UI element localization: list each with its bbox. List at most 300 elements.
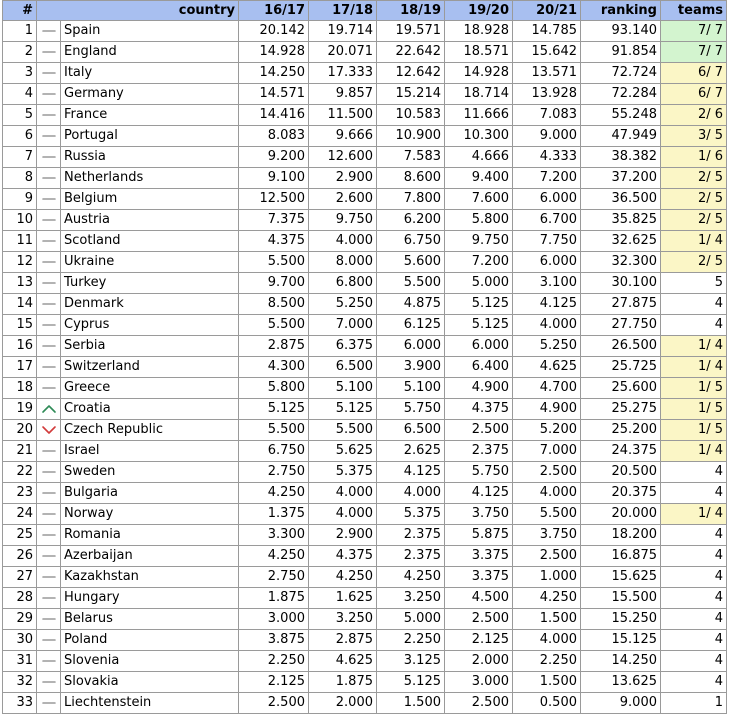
ranking-cell: 37.200 bbox=[581, 168, 661, 189]
season-20-21-cell: 2.500 bbox=[513, 546, 581, 567]
season-17-18-cell: 4.000 bbox=[309, 504, 377, 525]
rank-cell: 26 bbox=[3, 546, 37, 567]
trend-unchanged-icon bbox=[41, 46, 57, 58]
season-18-19-cell: 5.100 bbox=[377, 378, 445, 399]
season-19-20-cell: 2.500 bbox=[445, 609, 513, 630]
table-row[interactable] bbox=[3, 441, 727, 462]
season-16-17-cell: 9.100 bbox=[239, 168, 309, 189]
table-row[interactable] bbox=[3, 315, 727, 336]
season-16-17-cell: 8.500 bbox=[239, 294, 309, 315]
season-19-20-cell: 3.375 bbox=[445, 567, 513, 588]
table-row[interactable] bbox=[3, 231, 727, 252]
season-18-19-cell: 5.375 bbox=[377, 504, 445, 525]
season-20-21-cell: 2.250 bbox=[513, 651, 581, 672]
header-country[interactable]: country bbox=[37, 1, 239, 21]
season-17-18-cell: 4.250 bbox=[309, 567, 377, 588]
rank-cell: 27 bbox=[3, 567, 37, 588]
season-20-21-cell: 4.000 bbox=[513, 315, 581, 336]
country-cell: Denmark bbox=[61, 294, 239, 315]
table-row[interactable] bbox=[3, 651, 727, 672]
season-16-17-cell: 3.300 bbox=[239, 525, 309, 546]
season-19-20-cell: 10.300 bbox=[445, 126, 513, 147]
season-16-17-cell: 4.375 bbox=[239, 231, 309, 252]
trend-unchanged-icon bbox=[41, 109, 57, 121]
teams-cell: 2/ 5 bbox=[661, 168, 727, 189]
header-season-20-21[interactable]: 20/21 bbox=[513, 1, 581, 21]
rank-cell: 6 bbox=[3, 126, 37, 147]
season-16-17-cell: 5.500 bbox=[239, 315, 309, 336]
season-18-19-cell: 6.500 bbox=[377, 420, 445, 441]
season-19-20-cell: 9.400 bbox=[445, 168, 513, 189]
trend-down-icon bbox=[41, 424, 57, 436]
season-18-19-cell: 4.875 bbox=[377, 294, 445, 315]
table-row[interactable] bbox=[3, 42, 727, 63]
season-18-19-cell: 4.125 bbox=[377, 462, 445, 483]
teams-cell: 2/ 5 bbox=[661, 189, 727, 210]
ranking-cell: 27.750 bbox=[581, 315, 661, 336]
teams-cell: 4 bbox=[661, 462, 727, 483]
season-17-18-cell: 2.900 bbox=[309, 168, 377, 189]
season-16-17-cell: 5.500 bbox=[239, 252, 309, 273]
season-19-20-cell: 18.571 bbox=[445, 42, 513, 63]
ranking-cell: 20.375 bbox=[581, 483, 661, 504]
table-row[interactable] bbox=[3, 630, 727, 651]
season-20-21-cell: 2.500 bbox=[513, 462, 581, 483]
season-18-19-cell: 1.500 bbox=[377, 693, 445, 714]
season-17-18-cell: 1.625 bbox=[309, 588, 377, 609]
teams-cell: 4 bbox=[661, 546, 727, 567]
rank-cell: 22 bbox=[3, 462, 37, 483]
trend-cell bbox=[37, 105, 61, 126]
trend-unchanged-icon bbox=[41, 193, 57, 205]
season-19-20-cell: 2.125 bbox=[445, 630, 513, 651]
header-ranking[interactable]: ranking bbox=[581, 1, 661, 21]
teams-cell: 4 bbox=[661, 315, 727, 336]
teams-cell: 4 bbox=[661, 630, 727, 651]
trend-cell bbox=[37, 504, 61, 525]
ranking-cell: 27.875 bbox=[581, 294, 661, 315]
season-19-20-cell: 5.875 bbox=[445, 525, 513, 546]
season-18-19-cell: 7.583 bbox=[377, 147, 445, 168]
trend-cell bbox=[37, 126, 61, 147]
table-row[interactable] bbox=[3, 567, 727, 588]
season-20-21-cell: 0.500 bbox=[513, 693, 581, 714]
country-cell: Azerbaijan bbox=[61, 546, 239, 567]
season-20-21-cell: 1.000 bbox=[513, 567, 581, 588]
trend-cell bbox=[37, 525, 61, 546]
table-row[interactable] bbox=[3, 546, 727, 567]
trend-unchanged-icon bbox=[41, 172, 57, 184]
header-season-17-18[interactable]: 17/18 bbox=[309, 1, 377, 21]
header-season-16-17[interactable]: 16/17 bbox=[239, 1, 309, 21]
ranking-cell: 30.100 bbox=[581, 273, 661, 294]
table-row[interactable] bbox=[3, 357, 727, 378]
rank-cell: 20 bbox=[3, 420, 37, 441]
ranking-cell: 26.500 bbox=[581, 336, 661, 357]
season-20-21-cell: 6.700 bbox=[513, 210, 581, 231]
table-row[interactable] bbox=[3, 189, 727, 210]
trend-unchanged-icon bbox=[41, 151, 57, 163]
season-17-18-cell: 2.900 bbox=[309, 525, 377, 546]
season-16-17-cell: 14.250 bbox=[239, 63, 309, 84]
ranking-cell: 72.724 bbox=[581, 63, 661, 84]
season-18-19-cell: 2.375 bbox=[377, 546, 445, 567]
country-cell: Romania bbox=[61, 525, 239, 546]
season-18-19-cell: 2.250 bbox=[377, 630, 445, 651]
teams-cell: 4 bbox=[661, 525, 727, 546]
season-19-20-cell: 5.800 bbox=[445, 210, 513, 231]
trend-cell bbox=[37, 441, 61, 462]
season-17-18-cell: 4.625 bbox=[309, 651, 377, 672]
trend-unchanged-icon bbox=[41, 487, 57, 499]
trend-cell bbox=[37, 168, 61, 189]
ranking-cell: 47.949 bbox=[581, 126, 661, 147]
season-16-17-cell: 5.800 bbox=[239, 378, 309, 399]
country-cell: Czech Republic bbox=[61, 420, 239, 441]
teams-cell: 4 bbox=[661, 567, 727, 588]
teams-cell: 4 bbox=[661, 588, 727, 609]
season-20-21-cell: 4.625 bbox=[513, 357, 581, 378]
season-19-20-cell: 5.750 bbox=[445, 462, 513, 483]
rank-cell: 12 bbox=[3, 252, 37, 273]
season-18-19-cell: 6.125 bbox=[377, 315, 445, 336]
season-17-18-cell: 2.875 bbox=[309, 630, 377, 651]
season-19-20-cell: 6.400 bbox=[445, 357, 513, 378]
rank-cell: 11 bbox=[3, 231, 37, 252]
table-row[interactable] bbox=[3, 210, 727, 231]
ranking-cell: 25.275 bbox=[581, 399, 661, 420]
ranking-cell: 15.125 bbox=[581, 630, 661, 651]
trend-cell bbox=[37, 399, 61, 420]
season-20-21-cell: 4.900 bbox=[513, 399, 581, 420]
trend-cell bbox=[37, 588, 61, 609]
season-17-18-cell: 19.714 bbox=[309, 21, 377, 42]
country-cell: Israel bbox=[61, 441, 239, 462]
season-19-20-cell: 4.666 bbox=[445, 147, 513, 168]
season-17-18-cell: 17.333 bbox=[309, 63, 377, 84]
trend-unchanged-icon bbox=[41, 655, 57, 667]
teams-cell: 4 bbox=[661, 609, 727, 630]
table-row[interactable] bbox=[3, 420, 727, 441]
teams-cell: 4 bbox=[661, 294, 727, 315]
rank-cell: 33 bbox=[3, 693, 37, 714]
season-17-18-cell: 5.500 bbox=[309, 420, 377, 441]
teams-cell: 3/ 5 bbox=[661, 126, 727, 147]
season-20-21-cell: 15.642 bbox=[513, 42, 581, 63]
trend-unchanged-icon bbox=[41, 613, 57, 625]
season-19-20-cell: 7.200 bbox=[445, 252, 513, 273]
season-17-18-cell: 11.500 bbox=[309, 105, 377, 126]
season-17-18-cell: 4.000 bbox=[309, 231, 377, 252]
table-row[interactable] bbox=[3, 336, 727, 357]
trend-unchanged-icon bbox=[41, 571, 57, 583]
country-cell: Spain bbox=[61, 21, 239, 42]
teams-cell: 4 bbox=[661, 672, 727, 693]
season-16-17-cell: 6.750 bbox=[239, 441, 309, 462]
season-20-21-cell: 4.125 bbox=[513, 294, 581, 315]
season-19-20-cell: 2.500 bbox=[445, 693, 513, 714]
trend-unchanged-icon bbox=[41, 466, 57, 478]
season-20-21-cell: 9.000 bbox=[513, 126, 581, 147]
season-20-21-cell: 7.750 bbox=[513, 231, 581, 252]
season-16-17-cell: 20.142 bbox=[239, 21, 309, 42]
trend-cell bbox=[37, 546, 61, 567]
season-16-17-cell: 8.083 bbox=[239, 126, 309, 147]
teams-cell: 6/ 7 bbox=[661, 84, 727, 105]
table-row[interactable] bbox=[3, 462, 727, 483]
season-20-21-cell: 13.928 bbox=[513, 84, 581, 105]
rank-cell: 14 bbox=[3, 294, 37, 315]
country-cell: Greece bbox=[61, 378, 239, 399]
season-16-17-cell: 5.125 bbox=[239, 399, 309, 420]
table-row[interactable] bbox=[3, 126, 727, 147]
ranking-cell: 36.500 bbox=[581, 189, 661, 210]
trend-unchanged-icon bbox=[41, 634, 57, 646]
teams-cell: 7/ 7 bbox=[661, 42, 727, 63]
season-19-20-cell: 4.125 bbox=[445, 483, 513, 504]
ranking-cell: 15.500 bbox=[581, 588, 661, 609]
trend-unchanged-icon bbox=[41, 319, 57, 331]
rank-cell: 30 bbox=[3, 630, 37, 651]
season-19-20-cell: 2.375 bbox=[445, 441, 513, 462]
table-row[interactable] bbox=[3, 252, 727, 273]
country-cell: Hungary bbox=[61, 588, 239, 609]
rank-cell: 9 bbox=[3, 189, 37, 210]
season-19-20-cell: 3.750 bbox=[445, 504, 513, 525]
table-row[interactable] bbox=[3, 105, 727, 126]
table-row[interactable] bbox=[3, 63, 727, 84]
table-row[interactable] bbox=[3, 21, 727, 42]
country-cell: Cyprus bbox=[61, 315, 239, 336]
season-16-17-cell: 2.750 bbox=[239, 462, 309, 483]
season-17-18-cell: 8.000 bbox=[309, 252, 377, 273]
trend-cell bbox=[37, 21, 61, 42]
trend-unchanged-icon bbox=[41, 67, 57, 79]
trend-unchanged-icon bbox=[41, 382, 57, 394]
season-16-17-cell: 4.250 bbox=[239, 546, 309, 567]
table-row[interactable] bbox=[3, 609, 727, 630]
season-20-21-cell: 4.000 bbox=[513, 630, 581, 651]
rank-cell: 28 bbox=[3, 588, 37, 609]
ranking-cell: 35.825 bbox=[581, 210, 661, 231]
table-row[interactable] bbox=[3, 147, 727, 168]
season-16-17-cell: 2.500 bbox=[239, 693, 309, 714]
trend-up-icon bbox=[41, 403, 57, 415]
rank-cell: 25 bbox=[3, 525, 37, 546]
season-19-20-cell: 5.125 bbox=[445, 294, 513, 315]
season-17-18-cell: 12.600 bbox=[309, 147, 377, 168]
season-18-19-cell: 5.500 bbox=[377, 273, 445, 294]
season-17-18-cell: 5.375 bbox=[309, 462, 377, 483]
teams-cell: 1/ 5 bbox=[661, 399, 727, 420]
season-18-19-cell: 5.125 bbox=[377, 672, 445, 693]
trend-cell bbox=[37, 693, 61, 714]
table-row[interactable] bbox=[3, 168, 727, 189]
trend-cell bbox=[37, 462, 61, 483]
rank-cell: 24 bbox=[3, 504, 37, 525]
rank-cell: 17 bbox=[3, 357, 37, 378]
season-20-21-cell: 7.083 bbox=[513, 105, 581, 126]
country-cell: Belgium bbox=[61, 189, 239, 210]
country-cell: Poland bbox=[61, 630, 239, 651]
trend-cell bbox=[37, 483, 61, 504]
rank-cell: 32 bbox=[3, 672, 37, 693]
season-18-19-cell: 3.900 bbox=[377, 357, 445, 378]
trend-unchanged-icon bbox=[41, 298, 57, 310]
season-19-20-cell: 5.000 bbox=[445, 273, 513, 294]
trend-unchanged-icon bbox=[41, 529, 57, 541]
table-row[interactable] bbox=[3, 273, 727, 294]
ranking-cell: 15.625 bbox=[581, 567, 661, 588]
season-16-17-cell: 4.250 bbox=[239, 483, 309, 504]
trend-unchanged-icon bbox=[41, 697, 57, 709]
country-cell: Belarus bbox=[61, 609, 239, 630]
teams-cell: 1/ 4 bbox=[661, 336, 727, 357]
trend-cell bbox=[37, 357, 61, 378]
teams-cell: 1/ 5 bbox=[661, 378, 727, 399]
rank-cell: 19 bbox=[3, 399, 37, 420]
season-18-19-cell: 6.200 bbox=[377, 210, 445, 231]
season-17-18-cell: 20.071 bbox=[309, 42, 377, 63]
country-cell: France bbox=[61, 105, 239, 126]
rank-cell: 13 bbox=[3, 273, 37, 294]
country-cell: Slovenia bbox=[61, 651, 239, 672]
trend-unchanged-icon bbox=[41, 214, 57, 226]
season-18-19-cell: 2.375 bbox=[377, 525, 445, 546]
season-20-21-cell: 5.200 bbox=[513, 420, 581, 441]
trend-cell bbox=[37, 567, 61, 588]
table-row[interactable] bbox=[3, 693, 727, 714]
table-row[interactable] bbox=[3, 504, 727, 525]
trend-unchanged-icon bbox=[41, 361, 57, 373]
ranking-cell: 91.854 bbox=[581, 42, 661, 63]
trend-unchanged-icon bbox=[41, 550, 57, 562]
table-row[interactable] bbox=[3, 483, 727, 504]
country-ranking-table bbox=[2, 0, 727, 714]
ranking-cell: 38.382 bbox=[581, 147, 661, 168]
season-19-20-cell: 18.928 bbox=[445, 21, 513, 42]
season-16-17-cell: 2.125 bbox=[239, 672, 309, 693]
trend-cell bbox=[37, 378, 61, 399]
country-cell: Liechtenstein bbox=[61, 693, 239, 714]
trend-unchanged-icon bbox=[41, 88, 57, 100]
season-20-21-cell: 4.250 bbox=[513, 588, 581, 609]
season-17-18-cell: 2.000 bbox=[309, 693, 377, 714]
season-18-19-cell: 5.600 bbox=[377, 252, 445, 273]
season-16-17-cell: 5.500 bbox=[239, 420, 309, 441]
season-20-21-cell: 6.000 bbox=[513, 189, 581, 210]
season-20-21-cell: 14.785 bbox=[513, 21, 581, 42]
season-20-21-cell: 1.500 bbox=[513, 609, 581, 630]
ranking-cell: 72.284 bbox=[581, 84, 661, 105]
season-18-19-cell: 4.000 bbox=[377, 483, 445, 504]
country-cell: Portugal bbox=[61, 126, 239, 147]
rank-cell: 7 bbox=[3, 147, 37, 168]
teams-cell: 4 bbox=[661, 651, 727, 672]
season-17-18-cell: 4.000 bbox=[309, 483, 377, 504]
season-16-17-cell: 1.875 bbox=[239, 588, 309, 609]
trend-cell bbox=[37, 294, 61, 315]
country-cell: Austria bbox=[61, 210, 239, 231]
season-17-18-cell: 3.250 bbox=[309, 609, 377, 630]
ranking-cell: 9.000 bbox=[581, 693, 661, 714]
header-season-19-20[interactable]: 19/20 bbox=[445, 1, 513, 21]
trend-cell bbox=[37, 147, 61, 168]
header-season-18-19[interactable]: 18/19 bbox=[377, 1, 445, 21]
season-17-18-cell: 1.875 bbox=[309, 672, 377, 693]
season-20-21-cell: 7.200 bbox=[513, 168, 581, 189]
table-row[interactable] bbox=[3, 672, 727, 693]
trend-cell bbox=[37, 672, 61, 693]
table-row[interactable] bbox=[3, 84, 727, 105]
season-18-19-cell: 6.000 bbox=[377, 336, 445, 357]
country-cell: Germany bbox=[61, 84, 239, 105]
table-row[interactable] bbox=[3, 399, 727, 420]
season-18-19-cell: 10.583 bbox=[377, 105, 445, 126]
trend-unchanged-icon bbox=[41, 25, 57, 37]
trend-cell bbox=[37, 630, 61, 651]
season-19-20-cell: 4.900 bbox=[445, 378, 513, 399]
trend-unchanged-icon bbox=[41, 592, 57, 604]
header-rank[interactable]: # bbox=[3, 1, 37, 21]
teams-cell: 1/ 5 bbox=[661, 420, 727, 441]
trend-unchanged-icon bbox=[41, 340, 57, 352]
teams-cell: 1/ 4 bbox=[661, 441, 727, 462]
trend-unchanged-icon bbox=[41, 676, 57, 688]
season-20-21-cell: 4.000 bbox=[513, 483, 581, 504]
ranking-cell: 15.250 bbox=[581, 609, 661, 630]
country-cell: Turkey bbox=[61, 273, 239, 294]
season-19-20-cell: 14.928 bbox=[445, 63, 513, 84]
table-header bbox=[3, 1, 727, 21]
country-cell: England bbox=[61, 42, 239, 63]
teams-cell: 1/ 4 bbox=[661, 357, 727, 378]
season-16-17-cell: 3.000 bbox=[239, 609, 309, 630]
season-17-18-cell: 5.625 bbox=[309, 441, 377, 462]
teams-cell: 5 bbox=[661, 273, 727, 294]
header-teams[interactable]: teams bbox=[661, 1, 727, 21]
country-cell: Switzerland bbox=[61, 357, 239, 378]
rank-cell: 4 bbox=[3, 84, 37, 105]
country-cell: Croatia bbox=[61, 399, 239, 420]
teams-cell: 1/ 4 bbox=[661, 231, 727, 252]
trend-cell bbox=[37, 336, 61, 357]
rank-cell: 21 bbox=[3, 441, 37, 462]
season-17-18-cell: 6.500 bbox=[309, 357, 377, 378]
rank-cell: 18 bbox=[3, 378, 37, 399]
table-row[interactable] bbox=[3, 525, 727, 546]
table-body bbox=[3, 21, 727, 714]
season-16-17-cell: 14.928 bbox=[239, 42, 309, 63]
country-cell: Ukraine bbox=[61, 252, 239, 273]
country-cell: Slovakia bbox=[61, 672, 239, 693]
country-cell: Kazakhstan bbox=[61, 567, 239, 588]
season-19-20-cell: 18.714 bbox=[445, 84, 513, 105]
season-19-20-cell: 5.125 bbox=[445, 315, 513, 336]
season-18-19-cell: 15.214 bbox=[377, 84, 445, 105]
table-row[interactable] bbox=[3, 588, 727, 609]
trend-unchanged-icon bbox=[41, 277, 57, 289]
season-18-19-cell: 3.125 bbox=[377, 651, 445, 672]
country-cell: Bulgaria bbox=[61, 483, 239, 504]
table-row[interactable] bbox=[3, 294, 727, 315]
season-17-18-cell: 5.250 bbox=[309, 294, 377, 315]
table-row[interactable] bbox=[3, 378, 727, 399]
season-18-19-cell: 2.625 bbox=[377, 441, 445, 462]
rank-cell: 8 bbox=[3, 168, 37, 189]
season-19-20-cell: 7.600 bbox=[445, 189, 513, 210]
season-17-18-cell: 7.000 bbox=[309, 315, 377, 336]
